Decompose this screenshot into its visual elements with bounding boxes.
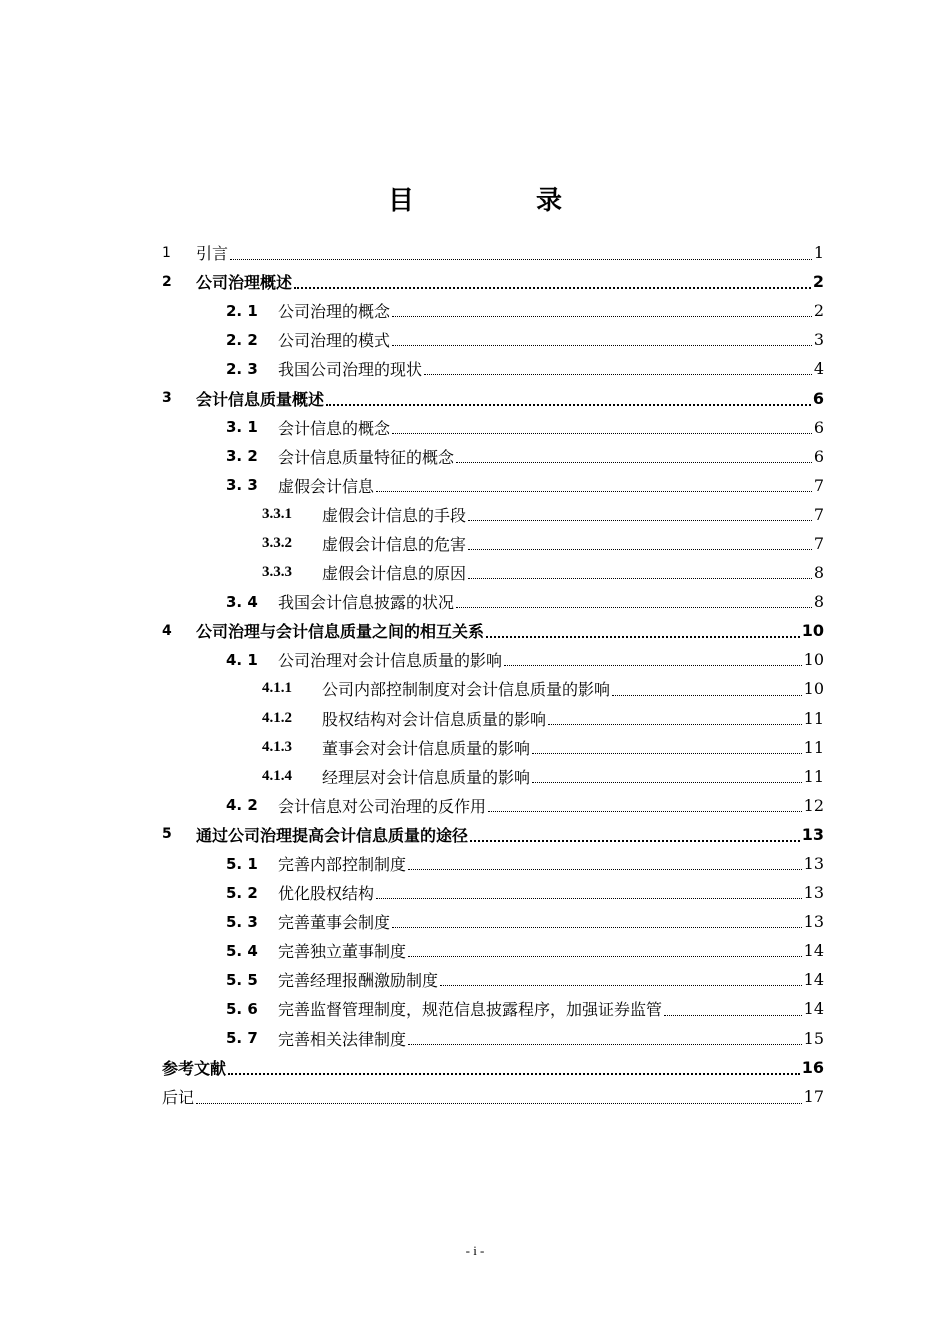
toc-entry-number: 3: [162, 390, 172, 407]
toc-entry[interactable]: [162, 674, 824, 703]
toc-entry-page: 13: [803, 883, 824, 903]
toc-entry-page: 6: [813, 417, 824, 437]
toc-entry[interactable]: [162, 733, 824, 762]
toc-entry[interactable]: [162, 471, 824, 500]
toc-entry-number: 5. 4: [226, 941, 258, 960]
toc-entry-number: 3. 3: [226, 476, 258, 495]
toc-entry[interactable]: [162, 762, 824, 791]
toc-entry-page: 12: [803, 795, 824, 815]
toc-entry-label: 我国会计信息披露的状况: [278, 593, 455, 613]
toc-entry[interactable]: [162, 267, 824, 296]
toc-entry[interactable]: [162, 354, 824, 383]
toc-entry-label: 引言: [196, 244, 229, 264]
toc-entry-number: 5. 7: [226, 1029, 258, 1048]
dot-leader: [392, 315, 812, 317]
toc-entry[interactable]: [162, 325, 824, 354]
toc-entry-page: 10: [803, 679, 824, 699]
dot-leader: [392, 432, 812, 434]
toc-entry-page: 7: [813, 533, 824, 553]
dot-leader: [456, 606, 812, 608]
toc-entry-label: 公司治理与会计信息质量之间的相互关系: [196, 622, 485, 642]
dot-leader: [468, 548, 812, 550]
dot-leader: [424, 373, 812, 375]
toc-entry[interactable]: [162, 820, 824, 849]
toc-entry-label: 虚假会计信息的危害: [322, 534, 467, 554]
toc-entry-number: 3. 4: [226, 592, 258, 611]
toc-entry-page: 17: [803, 1086, 824, 1106]
toc-entry-label: 公司治理对会计信息质量的影响: [278, 651, 503, 671]
toc-entry[interactable]: [162, 238, 824, 267]
toc-entry-number: 4.1.4: [262, 767, 292, 784]
toc-entry-label: 虚假会计信息的原因: [322, 564, 467, 584]
dot-leader: [468, 519, 812, 521]
toc-entry[interactable]: [162, 529, 824, 558]
toc-entry[interactable]: [162, 587, 824, 616]
toc-entry-number: 5. 3: [226, 912, 258, 931]
toc-entry-label: 参考文献: [162, 1058, 227, 1078]
toc-entry[interactable]: [162, 1082, 824, 1111]
toc-entry[interactable]: [162, 965, 824, 994]
toc-entry-page: 13: [803, 854, 824, 874]
toc-entry[interactable]: [162, 442, 824, 471]
toc-entry-number: 5. 2: [226, 883, 258, 902]
toc-entry-number: 3. 2: [226, 447, 258, 466]
toc-entry-page: 11: [803, 708, 824, 728]
toc-entry-page: 3: [813, 330, 824, 350]
toc-entry-page: 6: [813, 446, 824, 466]
toc-entry[interactable]: [162, 907, 824, 936]
toc-entry[interactable]: [162, 1053, 824, 1082]
toc-entry[interactable]: [162, 849, 824, 878]
toc-entry-label: 完善独立董事制度: [278, 942, 407, 962]
toc-entry-number: 3. 1: [226, 418, 258, 437]
toc-entry-label: 虚假会计信息: [278, 476, 375, 496]
toc-entry-number: 4.1.1: [262, 680, 292, 697]
toc-entry-label: 董事会对会计信息质量的影响: [322, 738, 531, 758]
dot-leader: [196, 1101, 802, 1104]
toc-entry-page: 7: [813, 504, 824, 524]
dot-leader: [664, 1014, 802, 1016]
toc-entry-label: 虚假会计信息的手段: [322, 505, 467, 525]
toc-entry-page: 4: [813, 359, 824, 379]
toc-entry-page: 15: [803, 1028, 824, 1048]
toc-entry-page: 10: [801, 621, 824, 641]
toc-entry-number: 1: [162, 244, 171, 261]
toc-entry-number: 4. 2: [226, 796, 258, 815]
table-of-contents: [162, 238, 824, 1111]
toc-entry[interactable]: [162, 413, 824, 442]
toc-entry[interactable]: [162, 791, 824, 820]
toc-entry-label: 公司治理的概念: [278, 302, 391, 322]
toc-entry[interactable]: [162, 500, 824, 529]
dot-leader: [228, 1071, 800, 1075]
dot-leader: [612, 694, 802, 696]
toc-entry-number: 2. 3: [226, 359, 258, 378]
toc-entry-page: 2: [812, 272, 824, 292]
toc-entry-label: 经理层对会计信息质量的影响: [322, 767, 531, 787]
toc-entry-page: 13: [803, 912, 824, 932]
toc-entry-label: 会计信息的概念: [278, 418, 391, 438]
dot-leader: [326, 402, 811, 406]
toc-entry-number: 5. 1: [226, 854, 258, 873]
toc-entry-page: 1: [813, 243, 824, 263]
toc-entry-label: 公司治理概述: [196, 273, 293, 293]
toc-entry-label: 公司治理的模式: [278, 331, 391, 351]
toc-entry-page: 16: [801, 1057, 824, 1077]
dot-leader: [376, 897, 802, 899]
toc-entry-number: 3.3.3: [262, 564, 292, 581]
dot-leader: [230, 257, 812, 260]
toc-entry-number: 2. 2: [226, 330, 258, 349]
toc-entry[interactable]: [162, 936, 824, 965]
dot-leader: [468, 577, 812, 579]
dot-leader: [456, 461, 812, 463]
toc-entry[interactable]: [162, 994, 824, 1023]
toc-entry[interactable]: [162, 878, 824, 907]
toc-entry-page: 8: [813, 592, 824, 612]
dot-leader: [532, 781, 802, 783]
toc-entry[interactable]: [162, 383, 824, 412]
toc-entry[interactable]: [162, 616, 824, 645]
dot-leader: [392, 344, 812, 346]
toc-title: 目 录: [387, 186, 610, 216]
toc-entry[interactable]: [162, 645, 824, 674]
toc-entry-page: 2: [813, 301, 824, 321]
toc-entry-label: 我国公司治理的现状: [278, 360, 423, 380]
toc-entry-number: 3.3.2: [262, 534, 292, 551]
dot-leader: [376, 490, 812, 492]
toc-entry-page: 11: [803, 766, 824, 786]
dot-leader: [504, 664, 802, 666]
dot-leader: [294, 285, 811, 289]
toc-entry-page: 14: [803, 970, 824, 990]
toc-entry-number: 2. 1: [226, 301, 258, 320]
toc-entry[interactable]: [162, 296, 824, 325]
toc-entry-number: 4. 1: [226, 650, 258, 669]
toc-entry-page: 10: [803, 650, 824, 670]
toc-entry-number: 5. 5: [226, 970, 258, 989]
dot-leader: [392, 926, 802, 928]
toc-entry-label: 股权结构对会计信息质量的影响: [322, 709, 547, 729]
toc-entry-number: 5: [162, 826, 172, 843]
dot-leader: [470, 838, 800, 842]
toc-entry-label: 会计信息对公司治理的反作用: [278, 796, 487, 816]
page-number-footer: - i -: [465, 1243, 485, 1258]
toc-entry-label: 会计信息质量特征的概念: [278, 447, 455, 467]
toc-entry-page: 6: [812, 388, 824, 408]
toc-entry-label: 完善相关法律制度: [278, 1029, 407, 1049]
toc-entry-label: 优化股权结构: [278, 884, 375, 904]
dot-leader: [440, 984, 802, 986]
dot-leader: [532, 752, 802, 754]
toc-entry-label: 通过公司治理提高会计信息质量的途径: [196, 825, 469, 845]
toc-entry[interactable]: [162, 1024, 824, 1053]
toc-entry-page: 14: [803, 999, 824, 1019]
toc-entry-number: 4: [162, 622, 172, 639]
toc-entry-label: 完善内部控制制度: [278, 855, 407, 875]
toc-entry-label: 后记: [162, 1087, 195, 1107]
toc-entry-number: 4.1.2: [262, 709, 292, 726]
toc-entry-page: 8: [813, 563, 824, 583]
toc-entry-page: 7: [813, 475, 824, 495]
toc-entry-label: 完善监督管理制度，规范信息披露程序，加强证券监管: [278, 1000, 663, 1020]
toc-entry-label: 会计信息质量概述: [196, 389, 325, 409]
toc-entry-number: 3.3.1: [262, 505, 292, 522]
dot-leader: [408, 955, 802, 957]
dot-leader: [408, 868, 802, 870]
toc-entry[interactable]: [162, 704, 824, 733]
toc-entry-page: 11: [803, 737, 824, 757]
dot-leader: [408, 1043, 802, 1045]
dot-leader: [488, 810, 802, 812]
toc-entry-label: 公司内部控制制度对会计信息质量的影响: [322, 680, 611, 700]
toc-entry-page: 13: [801, 824, 824, 844]
dot-leader: [486, 634, 800, 638]
toc-entry[interactable]: [162, 558, 824, 587]
toc-entry-label: 完善经理报酬激励制度: [278, 971, 439, 991]
toc-entry-number: 4.1.3: [262, 738, 292, 755]
toc-entry-number: 5. 6: [226, 999, 258, 1018]
toc-entry-number: 2: [162, 273, 172, 290]
toc-entry-page: 14: [803, 941, 824, 961]
toc-entry-label: 完善董事会制度: [278, 913, 391, 933]
dot-leader: [548, 723, 802, 725]
